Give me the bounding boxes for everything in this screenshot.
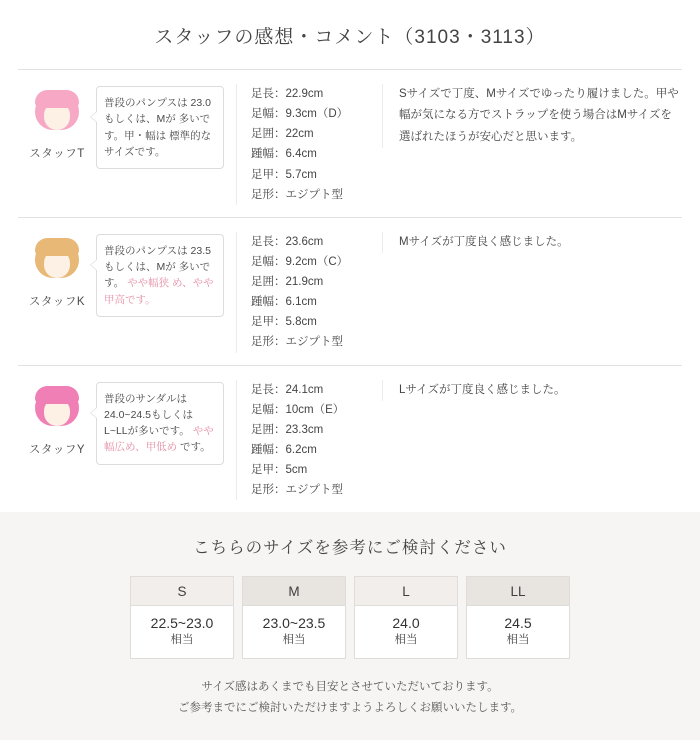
measurement-item: 足長：23.6cm [251, 235, 324, 248]
size-value: 23.0~23.5 [262, 615, 326, 632]
measurement-item: 足囲：22cm [251, 128, 314, 141]
staff-balloon-block [96, 84, 224, 169]
measurement-item: 足形：エジプト型 [251, 484, 343, 497]
bangs-icon [35, 238, 79, 256]
balloon-line: 普段のパンプスは [104, 244, 188, 257]
staff-row [0, 70, 700, 217]
staff-row [0, 366, 700, 513]
measurement-item: 足長：22.9cm [251, 88, 324, 100]
size-value-block [131, 606, 233, 657]
staff-comment: Lサイズが丁度良く感じました。 [382, 380, 682, 401]
size-note-line: サイズ感はあくまでも目安とさせていただいております。 [201, 680, 499, 693]
balloon-line: です。 [180, 441, 211, 454]
size-note-line: ご参考までにご検討いただけますようよろしくお願いいたします。 [177, 702, 523, 715]
size-sub: 相当 [282, 634, 306, 647]
staff-name: スタッフK [28, 295, 86, 308]
size-note [0, 677, 700, 721]
size-label: M [243, 577, 345, 606]
size-column-m [242, 576, 346, 658]
size-value: 24.0 [392, 615, 420, 632]
staff-avatar-block [18, 232, 96, 309]
staff-balloon-block [96, 232, 224, 317]
staff-comment: Mサイズが丁度良く感じました。 [382, 232, 682, 253]
size-table [0, 576, 700, 658]
measurement-item: 足形：エジプト型 [251, 188, 343, 201]
bangs-icon [35, 386, 79, 404]
bangs-icon [35, 90, 79, 108]
staff-name: スタッフY [28, 443, 86, 456]
avatar [31, 88, 83, 140]
measurement-item: 足形：エジプト型 [251, 336, 343, 349]
size-section-title: こちらのサイズを参考にご検討ください [193, 539, 507, 558]
measurement-item: 足幅：10cm（E） [251, 403, 345, 416]
staff-name: スタッフT [29, 148, 85, 160]
size-column-ll [466, 576, 570, 658]
balloon-line-highlight: やや幅狭 [127, 277, 170, 290]
staff-avatar-block [18, 84, 96, 161]
balloon-line: 23.5もしくは、Mが [104, 244, 211, 274]
staff-measurements [236, 232, 382, 353]
measurement-item: 踵幅：6.4cm [251, 148, 317, 161]
balloon-line: 普段のサンダルは [104, 392, 188, 405]
balloon-line: 23.0もしくは、Mが [104, 97, 211, 126]
staff-measurements [236, 84, 382, 205]
measurement-item: 足甲：5.8cm [251, 316, 317, 329]
size-column-s [130, 576, 234, 658]
measurement-item: 足甲：5.7cm [251, 168, 317, 181]
page-title: スタッフの感想・コメント（3103・3113） [154, 27, 546, 48]
staff-avatar-block [18, 380, 96, 457]
avatar [31, 384, 83, 436]
size-value-block [355, 606, 457, 657]
measurement-item: 足甲：5cm [251, 464, 308, 476]
balloon-line: 24.0~24.5もしくは [104, 408, 194, 421]
size-value: 24.5 [504, 615, 532, 632]
avatar [31, 236, 83, 288]
size-label: S [131, 577, 233, 606]
measurement-item: 足囲：23.3cm [251, 423, 324, 436]
staff-balloon-block [96, 380, 224, 465]
measurement-item: 足囲：21.9cm [251, 276, 324, 288]
size-label: LL [467, 577, 569, 606]
size-sub: 相当 [170, 634, 194, 647]
staff-comment: Sサイズで丁度、Mサイズでゆったり履けました。甲や幅が気になる方でストラップを使う場合はMサイズを選ばれたほうが安心だと思います。 [382, 84, 682, 148]
balloon-line: L~LLが多いです。 [104, 425, 190, 438]
balloon-line: 普段のパンプスは [104, 97, 188, 109]
balloon-line: 多いです。甲・幅は [104, 113, 211, 142]
balloon-line-highlight: やや幅広め、甲低め [104, 425, 214, 454]
staff-comment-balloon [96, 86, 224, 169]
measurement-item: 足長：24.1cm [251, 383, 324, 396]
measurement-item: 足幅：9.3cm（D） [251, 108, 349, 121]
size-sub: 相当 [394, 634, 418, 647]
staff-row [0, 218, 700, 365]
balloon-line: 多いです。 [104, 261, 211, 290]
measurement-item: 踵幅：6.1cm [251, 296, 317, 309]
staff-comment-balloon [96, 382, 224, 465]
staff-comment-balloon [96, 234, 224, 317]
balloon-line: 標準的なサイズです。 [104, 129, 212, 158]
measurement-item: 踵幅：6.2cm [251, 443, 317, 456]
size-label: L [355, 577, 457, 606]
measurement-item: 足幅：9.2cm（C） [251, 255, 349, 268]
size-sub: 相当 [506, 634, 530, 647]
staff-measurements [236, 380, 382, 501]
size-recommendation-section [0, 512, 700, 740]
size-value: 22.5~23.0 [150, 615, 214, 632]
size-column-l [354, 576, 458, 658]
size-value-block [243, 606, 345, 657]
size-value-block [467, 606, 569, 657]
balloon-line-highlight: め、やや甲高です。 [104, 277, 214, 306]
